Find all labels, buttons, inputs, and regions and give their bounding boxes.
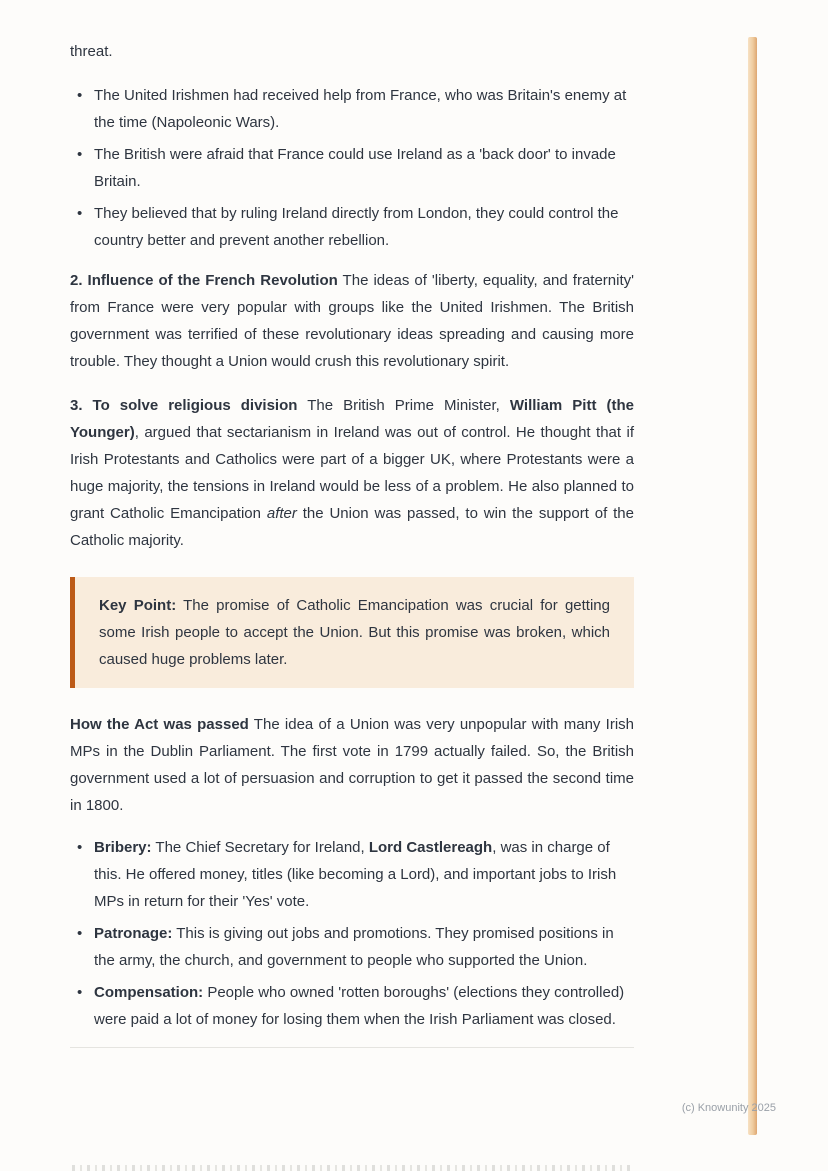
list-item [70, 920, 634, 974]
list-item [70, 200, 634, 254]
page-content [70, 38, 634, 1048]
section-divider [70, 1047, 634, 1048]
bold-text-segment: Bribery: [94, 839, 152, 856]
bullet-list-passage-methods [70, 834, 634, 1033]
list-item [70, 834, 634, 915]
text-segment: The Chief Secretary for Ireland, [151, 839, 369, 856]
paragraph-how-act-passed [70, 711, 634, 819]
text-segment: The United Irishmen had received help from France, who was Britain's enemy at the time (Napoleonic Wars). [94, 87, 627, 131]
list-item [70, 979, 634, 1033]
bullet-list-union-reasons [70, 82, 634, 254]
bold-text-segment: Lord Castlereagh [368, 839, 493, 856]
text-segment: The British Prime Minister, [297, 397, 510, 414]
text-segment: the Union was passed, to win the support of the Catholic majority. [70, 505, 634, 549]
watermark-text: (c) Knowunity 2025 [681, 1102, 776, 1114]
text-segment: The idea of a Union was very unpopular with many Irish MPs in the Dublin Parliament. The first vote in 1799 actually failed. So, the British government used a lot of persuasion and corruption to get it passed the second time in 1800. [70, 716, 634, 814]
page-edge-stripe [748, 37, 757, 1135]
paragraph-french-revolution [70, 267, 634, 375]
text-segment: This is giving out jobs and promotions. They promised positions in the army, the church, and government to people who supported the Union. [94, 925, 614, 969]
text-segment: , argued that sectarianism in Ireland was out of control. He thought that if Irish Protestants and Catholics were part of a bigger UK, where Protestants were a huge majority, the tensions in Ireland would be less of a problem. He also planned to grant Catholic Emancipation [70, 424, 634, 522]
bold-text-segment: How the Act was passed [70, 716, 249, 733]
paragraph-religious-division [70, 392, 634, 554]
paragraph-fragment-threat: threat. [70, 43, 113, 60]
bold-text-segment: Key Point: [99, 597, 177, 614]
bold-text-segment: William Pitt (the Younger) [70, 397, 635, 441]
bold-text-segment: 3. To solve religious division [70, 397, 298, 414]
text-segment: The British were afraid that France could use Ireland as a 'back door' to invade Britain. [94, 146, 616, 190]
text-segment: , was in charge of this. He offered money, titles (like becoming a Lord), and important jobs to Irish MPs in return for their 'Yes' vote. [94, 839, 617, 910]
list-item [70, 141, 634, 195]
bold-text-segment: Compensation: [94, 984, 204, 1001]
italic-text-segment: after [266, 505, 297, 522]
list-item [70, 82, 634, 136]
bold-text-segment: Patronage: [94, 925, 173, 942]
text-segment: People who owned 'rotten boroughs' (elections they controlled) were paid a lot of money for losing them when the Irish Parliament was closed. [94, 984, 625, 1028]
text-segment: The promise of Catholic Emancipation was crucial for getting some Irish people to accept the Union. But this promise was broken, which caused huge problems later. [99, 597, 610, 668]
key-point-callout [70, 577, 634, 688]
bold-text-segment: 2. Influence of the French Revolution [70, 272, 338, 289]
cut-off-text-row [72, 1165, 630, 1171]
text-segment: They believed that by ruling Ireland directly from London, they could control the country better and prevent another rebellion. [94, 205, 619, 249]
text-segment: The ideas of 'liberty, equality, and fraternity' from France were very popular with groups like the United Irishmen. The British government was terrified of these revolutionary ideas spreading and causing more trouble. They thought a Union would crush this revolutionary spirit. [70, 272, 635, 370]
key-point-text [99, 592, 610, 673]
